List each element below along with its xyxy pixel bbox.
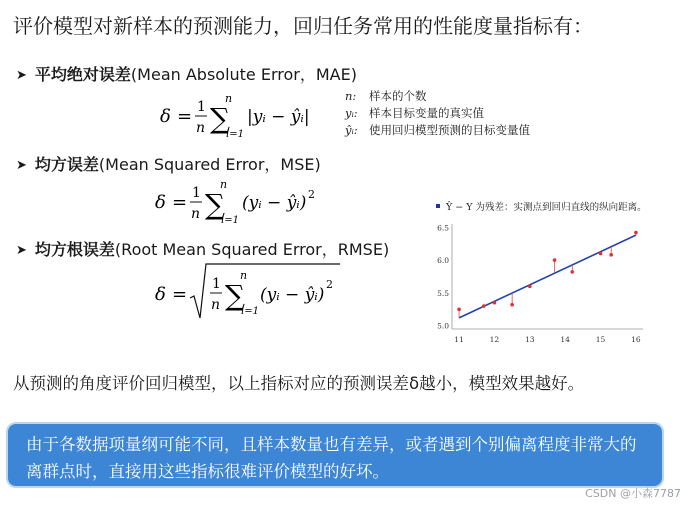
- data-point: [570, 270, 574, 274]
- svg-text:1: 1: [192, 185, 201, 201]
- mae-formula: [155, 88, 320, 140]
- note-text: 由于各数据项量纲可能不同，且样本数量也有差异，或者遇到个别偏离程度非常大的离群点时，直接用这些指标很难评价模型的好坏。: [26, 435, 637, 481]
- x-tick-label: 15: [595, 335, 606, 344]
- metric-name-cn: 均方误差: [34, 155, 99, 174]
- legend-item: ŷᵢ: 使用回归模型预测的目标变量值: [345, 123, 530, 137]
- svg-text:∑: ∑: [205, 188, 225, 221]
- y-tick-label: 5.0: [437, 321, 449, 331]
- conclusion-text: 从预测的角度评价回归模型，以上指标对应的预测误差δ越小，模型效果越好。: [13, 374, 585, 393]
- metric-rmse-heading: [16, 237, 389, 260]
- mse-formula: [150, 176, 330, 228]
- svg-text:n: n: [211, 297, 221, 313]
- residual-chart: [428, 194, 663, 354]
- svg-text:2: 2: [326, 278, 333, 291]
- regression-line: [459, 235, 636, 318]
- svg-text:∑: ∑: [225, 279, 245, 312]
- svg-text:n: n: [191, 206, 201, 222]
- arrow-bullet-icon: ➤: [16, 158, 27, 173]
- x-tick-label: 14: [560, 335, 570, 344]
- data-point: [599, 252, 603, 256]
- svg-text:n: n: [196, 120, 206, 136]
- metric-mae-heading: [16, 62, 357, 85]
- metric-name-en: (Root Mean Squared Error，RMSE): [114, 240, 390, 259]
- svg-text:δ: δ: [155, 192, 166, 213]
- svg-text:n: n: [225, 92, 233, 105]
- data-point: [482, 304, 486, 308]
- svg-text:=: =: [172, 192, 188, 213]
- svg-text:2: 2: [308, 188, 315, 201]
- x-tick-label: 11: [454, 335, 464, 344]
- y-tick-label: 6.5: [437, 223, 449, 233]
- metric-name-cn: 平均绝对误差: [34, 65, 131, 84]
- svg-text:(yᵢ − ŷᵢ): (yᵢ − ŷᵢ): [242, 193, 307, 213]
- legend-item: n: 样本的个数: [345, 89, 427, 103]
- x-tick-label: 12: [489, 335, 500, 344]
- svg-text:i=1: i=1: [221, 215, 239, 226]
- svg-text:(yᵢ − ŷᵢ): (yᵢ − ŷᵢ): [260, 285, 325, 305]
- arrow-bullet-icon: ➤: [16, 243, 27, 258]
- svg-text:∑: ∑: [210, 102, 230, 135]
- y-tick-label: 5.5: [437, 288, 449, 298]
- metric-mse-heading: [16, 152, 321, 175]
- data-point: [493, 301, 497, 305]
- svg-text:1: 1: [212, 276, 221, 292]
- metric-name-cn: 均方根误差: [34, 240, 115, 259]
- data-point: [510, 303, 514, 307]
- svg-text:=: =: [172, 284, 188, 305]
- watermark: CSDN @小森7787: [585, 487, 681, 500]
- legend-item: yᵢ: 样本目标变量的真实值: [345, 106, 484, 120]
- y-tick-label: 6.0: [437, 256, 449, 266]
- metric-name-en: (Mean Squared Error，MSE): [98, 155, 321, 174]
- data-point: [553, 258, 557, 262]
- data-point: [528, 285, 532, 289]
- svg-text:δ: δ: [160, 106, 171, 127]
- data-point: [457, 308, 461, 312]
- chart-title: Ŷ − Y 为残差：实测点到回归直线的纵向距离。: [446, 202, 647, 213]
- svg-text:1: 1: [197, 99, 206, 115]
- data-point: [634, 231, 638, 235]
- rmse-formula: [150, 258, 345, 324]
- note-callout: [8, 424, 662, 486]
- metric-name-en: (Mean Absolute Error，MAE): [130, 65, 357, 84]
- svg-text:i=1: i=1: [241, 306, 259, 317]
- title-bullet-icon: [436, 204, 440, 208]
- svg-text:n: n: [220, 178, 228, 191]
- x-tick-label: 16: [631, 335, 641, 344]
- svg-text:n: n: [240, 269, 248, 282]
- svg-text:=: =: [177, 106, 193, 127]
- x-tick-label: 13: [525, 335, 535, 344]
- svg-text:δ: δ: [155, 284, 166, 305]
- svg-text:i=1: i=1: [226, 129, 244, 140]
- arrow-bullet-icon: ➤: [16, 68, 27, 83]
- data-point: [609, 253, 613, 257]
- plot-area: [437, 223, 643, 344]
- svg-text:|yᵢ − ŷᵢ|: |yᵢ − ŷᵢ|: [247, 107, 310, 127]
- page-title: 评价模型对新样本的预测能力，回归任务常用的性能度量指标有：: [13, 14, 593, 38]
- symbol-legend: [345, 88, 530, 139]
